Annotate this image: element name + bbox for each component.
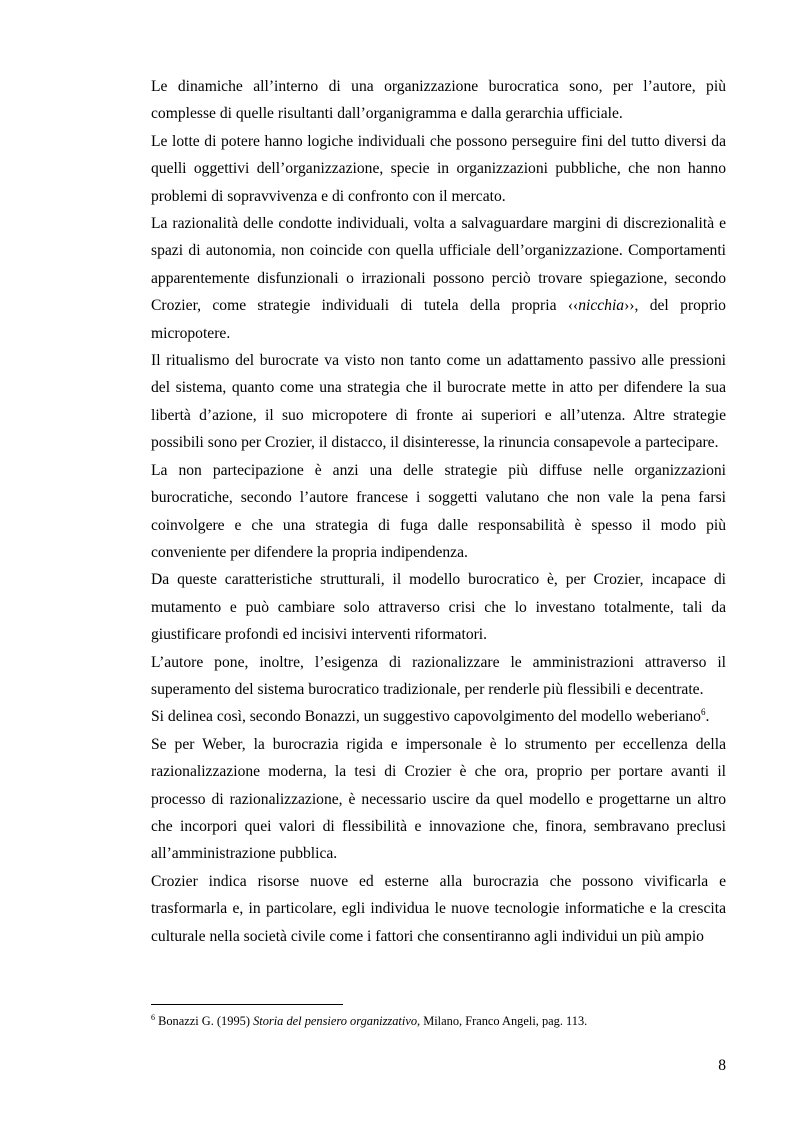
footnote-title: Storia del pensiero organizzativo (253, 1014, 418, 1028)
paragraph-8-text-after: . (705, 708, 710, 726)
paragraph-5: La non partecipazione è anzi una delle strategie più diffuse nelle organizzazioni burocratiche, secondo l’autore francese i soggetti valutano che non vale la pena farsi coinvolgere e che una strategia di fuga dalle responsabilità è spesso il modo più conveniente per difendere la propria indipendenza. (151, 461, 726, 561)
paragraph-10: Crozier indica risorse nuove ed esterne alla burocrazia che possono vivificarla e trasformarla e, in particolare, egli individua le nuove tecnologie informatiche e la crescita culturale nella società civile come i fattori che consentiranno agli individui un più ampio (151, 872, 726, 945)
paragraph-7: L’autore pone, inoltre, l’esigenza di razionalizzare le amministrazioni attraverso il superamento del sistema burocratico tradizionale, per renderle più flessibili e decentrate. (151, 653, 726, 698)
paragraph-3-text: La razionalità delle condotte individuali, volta a salvaguardare margini di discrezionalità e spazi di autonomia, non coincide con quella ufficiale dell’organizzazione. Comportamenti apparentemente disfunzionali o irrazionali possono perciò trovare spiegazione, secondo Crozier, come strategie individuali di tutela della propria ‹‹ (151, 215, 726, 315)
body-text (151, 73, 726, 950)
footnote-reference[interactable]: 6 (700, 707, 706, 718)
paragraph-2: Le lotte di potere hanno logiche individuali che possono perseguire fini del tutto diversi da quelli oggettivi dell’organizzazione, specie in organizzazioni pubbliche, che non hanno problemi di sopravvivenza e di confronto con il mercato. (151, 132, 726, 205)
paragraph-6: Da queste caratteristiche strutturali, il modello burocratico è, per Crozier, incapace di mutamento e può cambiare solo attraverso crisi che lo investano totalmente, tali da giustificare profondi ed incisivi interventi riformatori. (151, 571, 726, 644)
paragraph-8 (151, 703, 726, 730)
paragraph-1: Le dinamiche all’interno di una organizzazione burocratica sono, per l’autore, più complesse di quelle risultanti dall’organigramma e dalla gerarchia ufficiale. (151, 78, 726, 123)
paragraph-3 (151, 210, 726, 347)
paragraph-3-text-after: ››, del proprio micropotere. (151, 297, 726, 342)
paragraph-4: Il ritualismo del burocrate va visto non tanto come un adattamento passivo alle pressioni del sistema, quanto come una strategia che il burocrate mette in atto per difendere la sua libertà d’azione, il suo micropotere di fronte ai superiori e all’utenza. Altre strategie possibili sono per Crozier, il distacco, il disinteresse, la rinuncia consapevole a partecipare. (151, 352, 726, 452)
paragraph-9: Se per Weber, la burocrazia rigida e impersonale è lo strumento per eccellenza della razionalizzazione moderna, la tesi di Crozier è che ora, proprio per portare avanti il processo di razionalizzazione, è necessario uscire da quel modello e progettarne un altro che incorpori quei valori di flessibilità e innovazione che, finora, sembravano preclusi all’amministrazione pubblica. (151, 735, 726, 863)
footnote-text: Bonazzi G. (1995) (155, 1014, 254, 1028)
footnote (151, 1013, 726, 1029)
paragraph-3-italic: nicchia (578, 297, 625, 315)
footnote-number: 6 (151, 1013, 155, 1022)
page-number: 8 (718, 1057, 726, 1074)
footnote-text-after: , Milano, Franco Angeli, pag. 113. (417, 1014, 588, 1028)
paragraph-8-text: Si delinea così, secondo Bonazzi, un suggestivo capovolgimento del modello weberiano (151, 708, 701, 726)
footnote-separator (151, 1004, 343, 1005)
